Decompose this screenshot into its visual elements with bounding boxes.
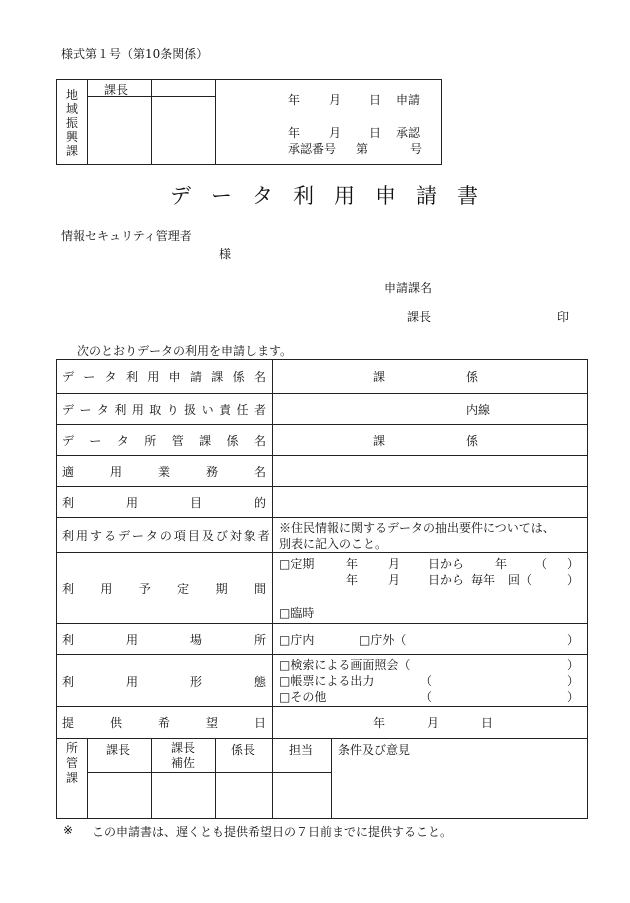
desired-day-label: 日 [481, 716, 494, 730]
period-from-day: 日から [428, 557, 465, 571]
period2-every-year: 毎年 [471, 573, 496, 587]
approve-month-label: 月 [329, 126, 342, 140]
approval-go-label: 号 [410, 142, 423, 156]
period-to-year: 年 [495, 557, 508, 571]
period-open-paren: （ [535, 557, 548, 571]
usage-screen-checkbox[interactable]: □検索による画面照会（ [279, 658, 411, 672]
usage-other-checkbox[interactable]: □その他 [279, 690, 327, 704]
applicant-chief-label: 課長 [407, 310, 432, 324]
approval-dept-label: 地 域 振 興 課 [65, 88, 78, 158]
r6-note-line1: ※住民情報に関するデータの抽出要件については、 [279, 521, 555, 535]
period-close-paren: ） [567, 557, 580, 571]
intro-text: 次のとおりデータの利用を申請します。 [77, 344, 293, 358]
form-number: 様式第１号（第10条関係） [61, 47, 209, 61]
period2-times: 回（ [508, 573, 533, 587]
row-label-applicant-section: デ ー タ 利 用 申 請 課 係 名 [62, 370, 266, 384]
seal-label: 印 [557, 310, 570, 324]
conditions-header: 条件及び意見 [338, 743, 411, 757]
row-label-data-owner-section: デ ー タ 所 管 課 係 名 [62, 434, 266, 448]
r1-ka-label: 課 [373, 370, 386, 384]
approval-number-label: 承認番号 [288, 142, 337, 156]
r3-kakari-label: 係 [466, 434, 479, 448]
period2-day: 日から [428, 573, 465, 587]
addressee: 情報セキュリティ管理者 [61, 229, 192, 243]
desired-month-label: 月 [427, 716, 440, 730]
location-inside-checkbox[interactable]: □庁内 [279, 633, 315, 647]
owner-dept-label: 所 管 課 [65, 741, 78, 785]
desired-year-label: 年 [373, 716, 386, 730]
bottom-subchief-header: 係長 [231, 743, 256, 757]
apply-date-label: 申請 [396, 93, 421, 107]
period-from-year: 年 [346, 557, 359, 571]
bottom-chief-header: 課長 [106, 743, 131, 757]
bottom-staff-header: 担当 [289, 743, 314, 757]
row-label-data-manager: デ ー タ 利 用 取 り 扱 い 責 任 者 [62, 403, 266, 417]
r2-extension-label: 内線 [466, 403, 491, 417]
approval-chief-label: 課長 [104, 83, 129, 97]
usage-report-checkbox[interactable]: □帳票による出力 [279, 674, 375, 688]
approve-day-label: 日 [369, 126, 382, 140]
r1-kakari-label: 係 [466, 370, 479, 384]
form-title: デ ー タ 利 用 申 請 書 [170, 184, 478, 208]
apply-year-label: 年 [288, 93, 301, 107]
period2-close-paren: ） [567, 573, 580, 587]
row-label-period: 利 用 予 定 期 間 [62, 582, 266, 596]
location-close-paren: ） [567, 633, 580, 647]
approval-dai-label: 第 [356, 142, 369, 156]
apply-month-label: 月 [329, 93, 342, 107]
row-label-purpose: 利 用 目 的 [62, 496, 266, 510]
r6-note-line2: 別表に記入のこと。 [279, 537, 388, 551]
footnote-mark: ※ [63, 823, 74, 837]
period-from-month: 月 [388, 557, 401, 571]
approve-date-label: 承認 [396, 126, 421, 140]
apply-day-label: 日 [369, 93, 382, 107]
usage-screen-close: ） [567, 658, 580, 672]
period-temporary-checkbox[interactable]: □臨時 [279, 606, 315, 620]
period2-month: 月 [388, 573, 401, 587]
period2-year: 年 [346, 573, 359, 587]
addressee-honorific: 様 [219, 247, 232, 261]
usage-report-close: ） [567, 674, 580, 688]
row-label-business-name: 適 用 業 務 名 [62, 465, 266, 479]
location-outside-checkbox[interactable]: □庁外（ [359, 633, 407, 647]
approve-year-label: 年 [288, 126, 301, 140]
footnote: この申請書は、遅くとも提供希望日の７日前までに提供すること。 [92, 825, 453, 839]
row-label-desired-date: 提 供 希 望 日 [62, 716, 266, 730]
usage-other-close: ） [567, 690, 580, 704]
applicant-dept-label: 申請課名 [384, 281, 433, 295]
row-label-usage-form: 利 用 形 態 [62, 675, 266, 689]
row-label-data-items: 利 用 す る デ ー タ の 項 目 及 び 対 象 者 [62, 529, 270, 543]
period-regular-checkbox[interactable]: □定期 [279, 557, 315, 571]
r3-ka-label: 課 [373, 434, 386, 448]
row-label-location: 利 用 場 所 [62, 633, 266, 647]
usage-report-open: （ [420, 674, 433, 688]
bottom-deputy-header: 課長 補佐 [170, 741, 195, 770]
usage-other-open: （ [420, 690, 433, 704]
